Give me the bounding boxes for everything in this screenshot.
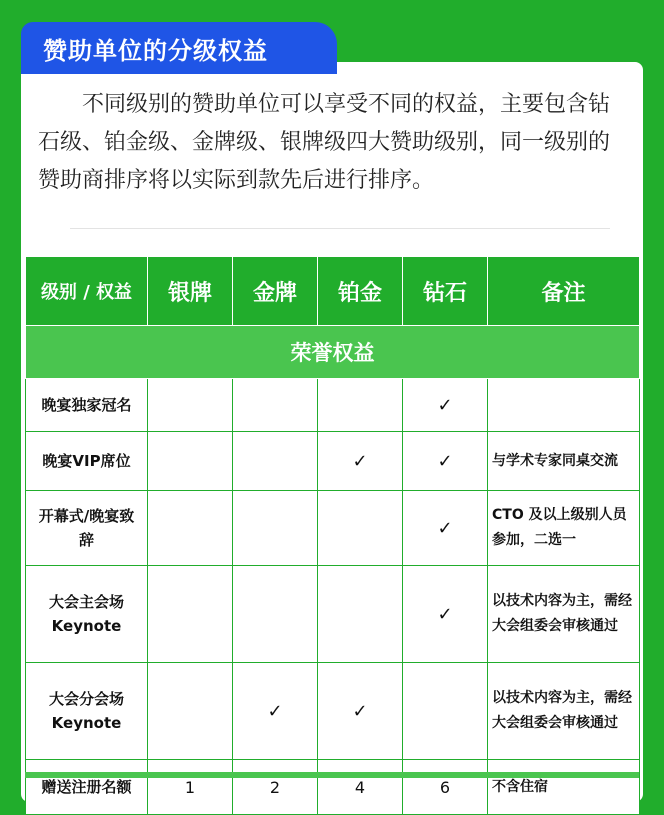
- silver-cell: [148, 663, 233, 760]
- platinum-cell: ✓: [318, 663, 403, 760]
- silver-cell: [148, 432, 233, 491]
- gold-cell: [233, 379, 318, 432]
- diamond-cell: [403, 663, 488, 760]
- platinum-cell: [318, 566, 403, 663]
- diamond-cell: ✓: [403, 566, 488, 663]
- table-row: [26, 379, 640, 432]
- benefit-cell: 晚宴VIP席位: [26, 432, 148, 491]
- gold-cell: [233, 491, 318, 566]
- header-level: 级别 / 权益: [26, 257, 148, 326]
- silver-cell: [148, 566, 233, 663]
- platinum-cell: [318, 491, 403, 566]
- note-cell: [488, 379, 640, 432]
- note-cell: 不含住宿: [488, 760, 640, 815]
- note-cell: CTO 及以上级别人员参加，二选一: [488, 491, 640, 566]
- silver-cell: [148, 491, 233, 566]
- platinum-cell: [318, 379, 403, 432]
- silver-cell: [148, 379, 233, 432]
- gold-cell: [233, 566, 318, 663]
- section-row: [26, 326, 640, 379]
- header-platinum: 铂金: [318, 257, 403, 326]
- intro-paragraph: 不同级别的赞助单位可以享受不同的权益，主要包含钻石级、铂金级、金牌级、银牌级四大赞助级别，同一级别的赞助商排序将以实际到款先后进行排序。: [38, 92, 611, 193]
- note-cell: 与学术专家同桌交流: [488, 432, 640, 491]
- header-note: 备注: [488, 257, 640, 326]
- note-cell: 以技术内容为主，需经大会组委会审核通过: [488, 566, 640, 663]
- benefit-cell: 大会主会场 Keynote: [26, 566, 148, 663]
- header-silver: 银牌: [148, 257, 233, 326]
- gold-cell: 2: [233, 760, 318, 815]
- benefit-cell: 开幕式/晚宴致辞: [26, 491, 148, 566]
- gold-cell: [233, 432, 318, 491]
- table-row: [26, 760, 640, 815]
- diamond-cell: ✓: [403, 491, 488, 566]
- table-row: [26, 663, 640, 760]
- header-gold: 金牌: [233, 257, 318, 326]
- silver-cell: 1: [148, 760, 233, 815]
- table-row: [26, 432, 640, 491]
- benefit-cell: 大会分会场 Keynote: [26, 663, 148, 760]
- diamond-cell: ✓: [403, 432, 488, 491]
- section-label: 荣誉权益: [26, 326, 640, 379]
- table-header-row: [26, 257, 640, 326]
- platinum-cell: ✓: [318, 432, 403, 491]
- section-title: 赞助单位的分级权益: [21, 22, 337, 74]
- table-row: [26, 491, 640, 566]
- divider: [70, 228, 610, 229]
- table-row: [26, 566, 640, 663]
- note-cell: 以技术内容为主，需经大会组委会审核通过: [488, 663, 640, 760]
- gold-cell: ✓: [233, 663, 318, 760]
- bottom-strip: [25, 772, 639, 778]
- benefit-cell: 赠送注册名额: [26, 760, 148, 815]
- diamond-cell: ✓: [403, 379, 488, 432]
- platinum-cell: 4: [318, 760, 403, 815]
- header-diamond: 钻石: [403, 257, 488, 326]
- benefit-cell: 晚宴独家冠名: [26, 379, 148, 432]
- diamond-cell: 6: [403, 760, 488, 815]
- benefits-table: [25, 256, 640, 815]
